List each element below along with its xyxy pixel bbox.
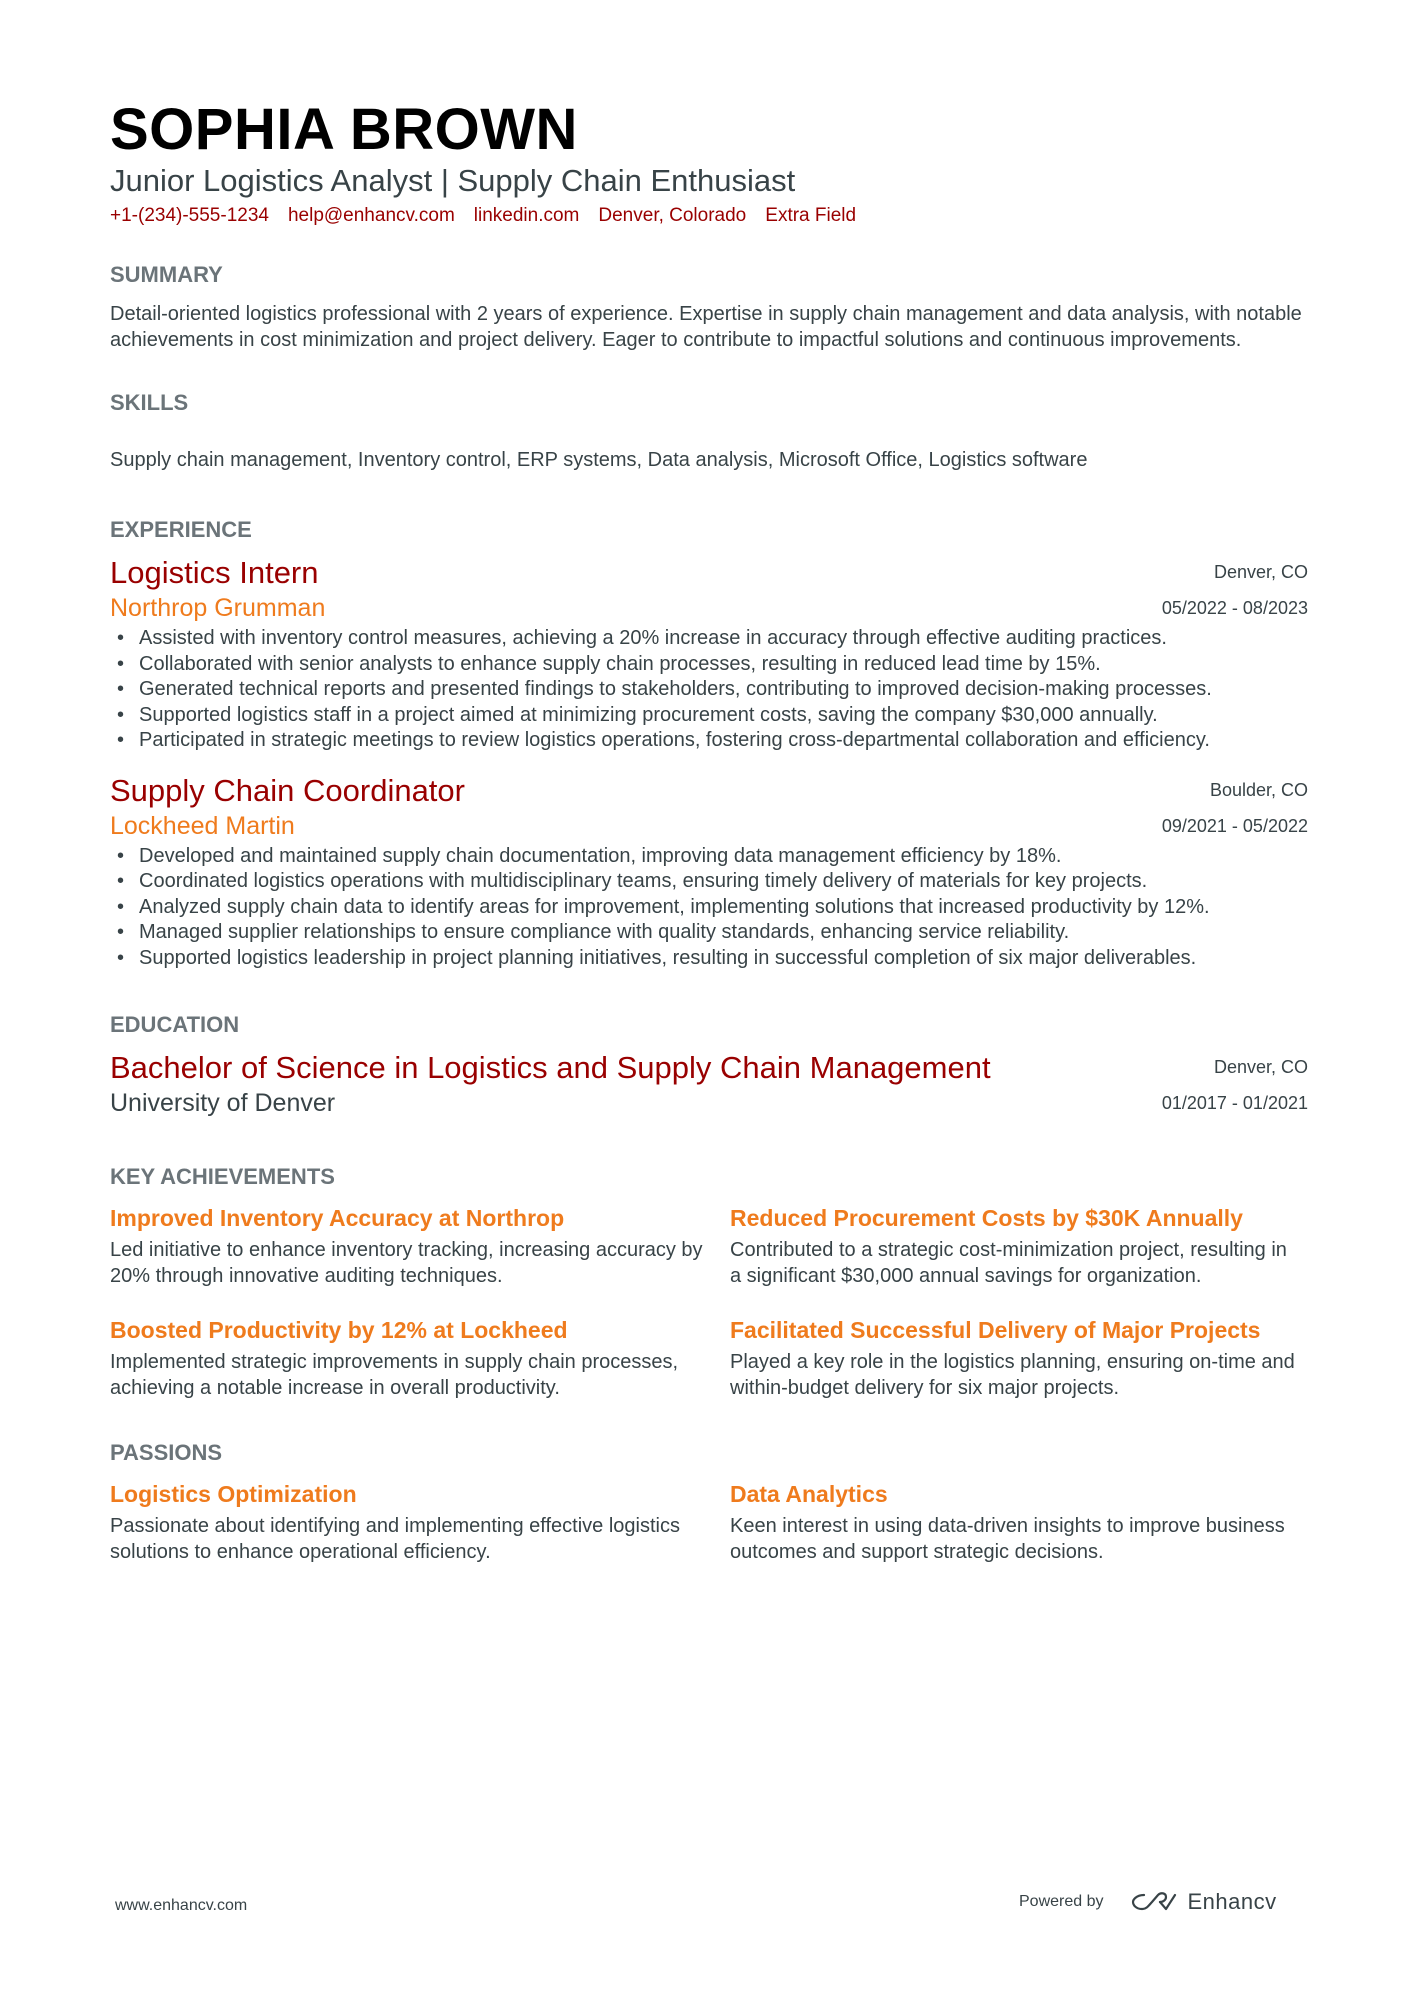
footer-website-link[interactable]: www.enhancv.com xyxy=(115,1897,248,1914)
resume-header xyxy=(110,98,1308,228)
summary-text: Detail-oriented logistics professional with 2 years of experience. Expertise in supply chain management and data analysis, with notable achievements in cost minimization and project delivery. Eager to contribute to impactful solutions and continuous improvements. xyxy=(110,303,1302,351)
degree-title: Bachelor of Science in Logistics and Supply Chain Management xyxy=(110,1050,991,1085)
job-bullets xyxy=(110,844,1308,972)
achievement-title: Boosted Productivity by 12% at Lockheed xyxy=(110,1317,568,1343)
phone-link[interactable]: +1-(234)-555-1234 xyxy=(110,205,269,226)
experience-entry xyxy=(110,554,1308,754)
company-name: Lockheed Martin xyxy=(110,811,295,840)
achievement-card xyxy=(730,1203,1308,1289)
passion-card xyxy=(730,1479,1308,1565)
skills-section xyxy=(110,389,1308,473)
job-dates: 09/2021 - 05/2022 xyxy=(1161,815,1308,836)
summary-section xyxy=(110,261,1308,353)
achievement-desc: Contributed to a strategic cost-minimization project, resulting in a significant $30,000 annual savings for organization. xyxy=(730,1239,1287,1287)
section-title-achievements: KEY ACHIEVEMENTS xyxy=(110,1164,335,1189)
resume-page xyxy=(110,98,1308,1565)
achievement-desc: Led initiative to enhance inventory tracking, increasing accuracy by 20% through innovative auditing techniques. xyxy=(110,1239,703,1287)
job-bullet: • Participated in strategic meetings to review logistics operations, fostering cross-departmental collaboration and efficiency. xyxy=(110,728,1308,754)
passion-title: Data Analytics xyxy=(730,1481,888,1507)
achievement-title: Improved Inventory Accuracy at Northrop xyxy=(110,1205,565,1231)
achievement-card xyxy=(110,1315,730,1401)
achievements-grid xyxy=(110,1203,1308,1401)
passion-desc: Passionate about identifying and implementing effective logistics solutions to enhance operational efficiency. xyxy=(110,1515,680,1563)
job-meta xyxy=(1162,772,1308,844)
education-dates: 01/2017 - 01/2021 xyxy=(1161,1093,1308,1113)
job-bullet: • Developed and maintained supply chain documentation, improving data management efficiency by 18%. xyxy=(110,844,1308,870)
email-link[interactable]: help@enhancv.com xyxy=(287,205,455,226)
job-bullet: • Generated technical reports and presented findings to stakeholders, contributing to improved decision-making processes. xyxy=(110,677,1308,703)
job-meta xyxy=(1162,554,1308,626)
powered-by-text: Powered by xyxy=(1019,1893,1104,1910)
section-title-summary: SUMMARY xyxy=(110,262,223,287)
enhancv-logo-icon xyxy=(1130,1890,1178,1914)
location-text: Denver, Colorado xyxy=(598,205,747,226)
job-bullet: • Coordinated logistics operations with multidisciplinary teams, ensuring timely delivery of materials for key projects. xyxy=(110,869,1308,895)
extra-field-text: Extra Field xyxy=(765,205,857,226)
achievement-card xyxy=(730,1315,1308,1401)
section-title-passions: PASSIONS xyxy=(110,1440,223,1465)
passions-section xyxy=(110,1439,1308,1565)
section-title-experience: EXPERIENCE xyxy=(110,517,252,542)
achievement-desc: Played a key role in the logistics planning, ensuring on-time and within-budget delivery for six major projects. xyxy=(730,1351,1295,1399)
education-section xyxy=(110,1011,1308,1119)
section-title-skills: SKILLS xyxy=(110,390,189,415)
experience-section xyxy=(110,516,1308,971)
experience-entry xyxy=(110,772,1308,972)
job-dates: 05/2022 - 08/2023 xyxy=(1161,598,1308,618)
passion-card xyxy=(110,1479,730,1565)
section-title-education: EDUCATION xyxy=(110,1012,240,1037)
job-bullet: • Managed supplier relationships to ensure compliance with quality standards, enhancing service reliability. xyxy=(110,920,1308,946)
job-title: Logistics Intern xyxy=(110,555,319,590)
job-bullet: • Supported logistics staff in a project aimed at minimizing procurement costs, saving the company $30,000 annually. xyxy=(110,703,1308,729)
job-bullets xyxy=(110,626,1308,754)
job-location: Boulder, CO xyxy=(1209,779,1308,800)
achievement-title: Reduced Procurement Costs by $30K Annually xyxy=(730,1205,1243,1231)
achievement-card xyxy=(110,1203,730,1289)
company-name: Northrop Grumman xyxy=(110,594,326,622)
education-location: Denver, CO xyxy=(1213,1057,1308,1077)
job-bullet: • Analyzed supply chain data to identify areas for improvement, implementing solutions that increased productivity by 12%. xyxy=(110,895,1308,921)
job-bullet: • Collaborated with senior analysts to enhance supply chain processes, resulting in reduced lead time by 15%. xyxy=(110,652,1308,678)
job-location: Denver, CO xyxy=(1213,562,1308,582)
passion-title: Logistics Optimization xyxy=(110,1481,357,1507)
education-meta xyxy=(1162,1049,1308,1121)
candidate-headline: Junior Logistics Analyst | Supply Chain Enthusiast xyxy=(110,163,796,198)
achievement-title: Facilitated Successful Delivery of Major Projects xyxy=(730,1317,1261,1343)
school-name: University of Denver xyxy=(110,1089,336,1117)
achievements-section xyxy=(110,1163,1308,1401)
passions-grid xyxy=(110,1479,1308,1565)
linkedin-link[interactable]: linkedin.com xyxy=(473,205,580,226)
education-entry xyxy=(110,1049,1308,1119)
job-bullet: • Assisted with inventory control measures, achieving a 20% increase in accuracy through effective auditing practices. xyxy=(110,626,1308,652)
footer-branding xyxy=(1019,1889,1277,1915)
job-bullet: • Supported logistics leadership in project planning initiatives, resulting in successful completion of six major deliverables. xyxy=(110,946,1308,972)
candidate-name: SOPHIA BROWN xyxy=(110,97,578,162)
skills-text: Supply chain management, Inventory control, ERP systems, Data analysis, Microsoft Office, Logistics software xyxy=(110,449,1088,471)
enhancv-logo-text: Enhancv xyxy=(1187,1889,1277,1914)
achievement-desc: Implemented strategic improvements in supply chain processes, achieving a notable increase in overall productivity. xyxy=(110,1351,679,1399)
enhancv-logo[interactable] xyxy=(1130,1889,1277,1915)
passion-desc: Keen interest in using data-driven insights to improve business outcomes and support strategic decisions. xyxy=(730,1515,1285,1563)
job-title: Supply Chain Coordinator xyxy=(110,772,465,808)
contact-info xyxy=(110,204,1308,228)
